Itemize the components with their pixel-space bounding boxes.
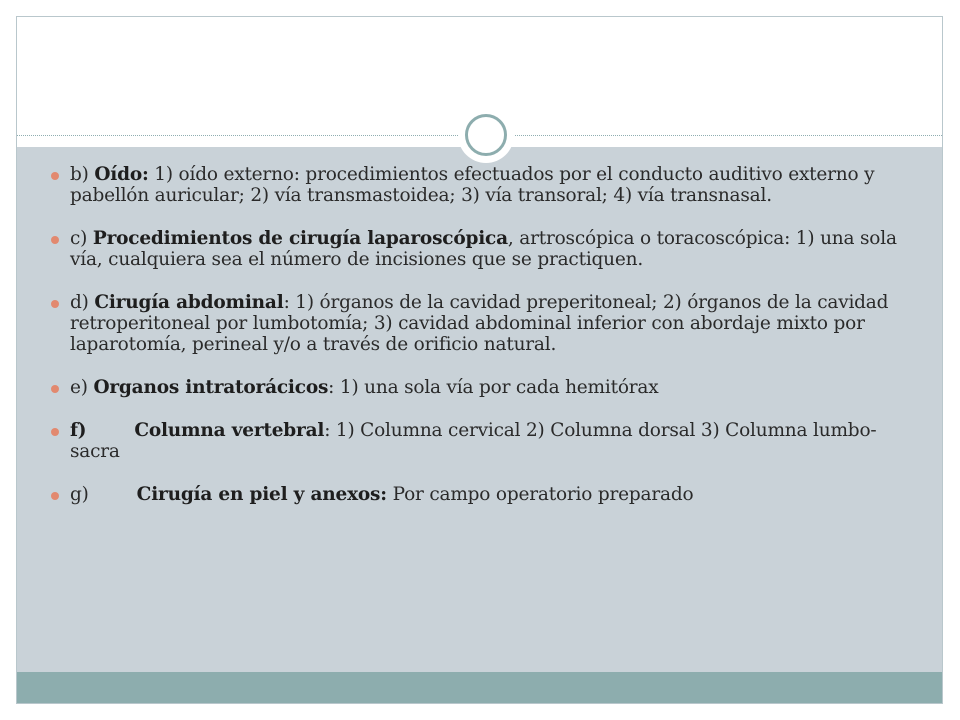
bullet-text: : 1) Columna cervical 2) Columna dorsal 3) Columna lumbo-sacra (70, 420, 877, 462)
bullet-prefix: f) (70, 420, 87, 441)
bullet-heading: Columna vertebral (134, 420, 325, 441)
bullet-dot-icon (51, 236, 59, 244)
footer-band (17, 672, 942, 703)
bullet-dot-icon (51, 428, 59, 436)
bullet-heading: Organos intratorácicos (93, 377, 329, 398)
bullet-prefix: c) (70, 228, 93, 249)
bullet-item-oido (48, 164, 908, 206)
bullet-prefix: d) (70, 292, 95, 313)
bullet-text: 1) oído externo: procedimientos efectuados por el conducto auditivo externo y pabellón auricular; 2) vía transmastoidea; 3) vía transoral; 4) vía transnasal. (70, 164, 875, 206)
bullet-text: Por campo operatorio preparado (386, 484, 694, 505)
bullet-item-columna (48, 420, 908, 462)
bullet-item-laparoscopica (48, 228, 908, 270)
bullet-list (48, 148, 908, 505)
bullet-heading: Procedimientos de cirugía laparoscópica (92, 228, 508, 249)
bullet-heading: Cirugía en piel y anexos: (136, 484, 387, 505)
bullet-text: , artroscópica o toracoscópica: 1) una sola vía, cualquiera sea el número de incisiones que se practiquen. (70, 228, 897, 270)
bullet-item-abdominal (48, 292, 908, 355)
bullet-prefix: g) (70, 484, 89, 505)
bullet-dot-icon (51, 492, 59, 500)
bullet-heading: Oído: (94, 164, 149, 185)
bullet-dot-icon (51, 385, 59, 393)
bullet-prefix: b) (70, 164, 95, 185)
bullet-text: : 1) órganos de la cavidad preperitoneal; 2) órganos de la cavidad retroperitoneal por lumbotomía; 3) cavidad abdominal inferior con abordaje mixto por laparotomía, perineal y/o a través de orificio natural. (70, 292, 889, 355)
bullet-text: : 1) una sola vía por cada hemitórax (328, 377, 659, 398)
bullet-item-intratoracicos (48, 377, 908, 398)
bullet-item-piel (48, 484, 908, 505)
bullet-dot-icon (51, 172, 59, 180)
bullet-prefix: e) (70, 377, 94, 398)
bullet-heading: Cirugía abdominal (94, 292, 284, 313)
bullet-dot-icon (51, 300, 59, 308)
